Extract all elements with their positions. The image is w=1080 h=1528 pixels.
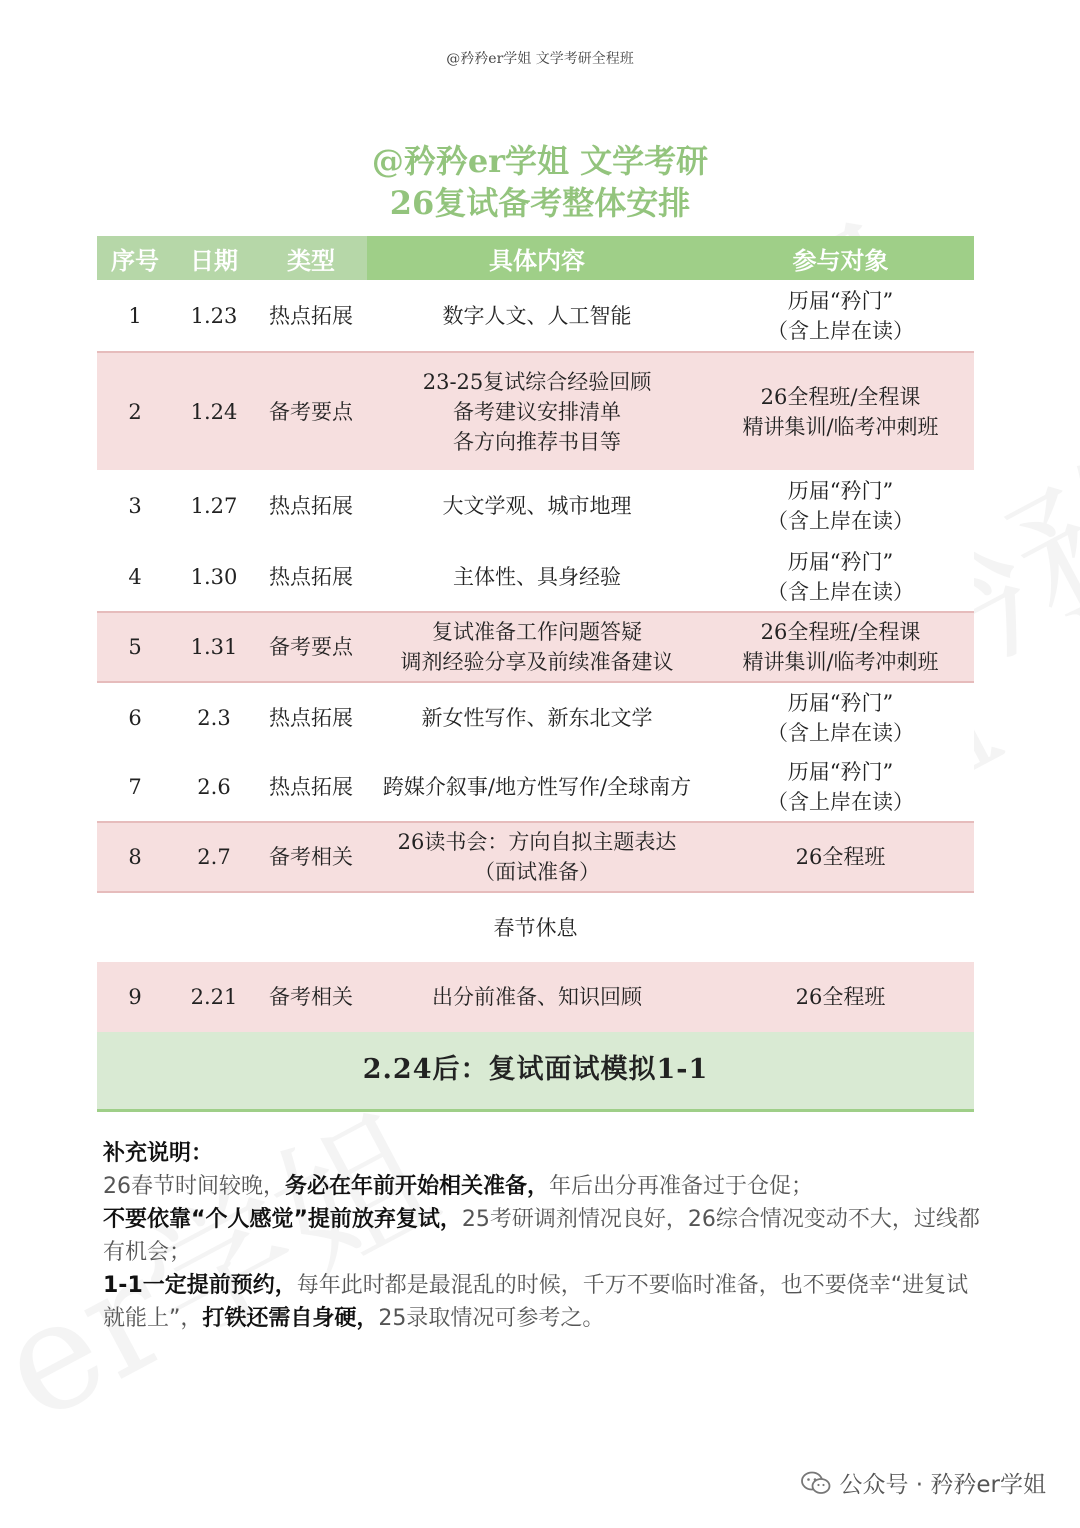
spring-festival-break: 春节休息 bbox=[97, 892, 974, 962]
audience-line: （含上岸在读） bbox=[767, 789, 914, 814]
cell-date: 2.3 bbox=[173, 682, 255, 752]
content-line: 备考建议安排清单 bbox=[453, 399, 621, 424]
cell-audience bbox=[707, 280, 974, 352]
cell-content bbox=[367, 352, 707, 470]
table-row bbox=[97, 612, 974, 682]
content-line: 新女性写作、新东北文学 bbox=[421, 705, 653, 730]
cell-date: 1.27 bbox=[190, 494, 238, 518]
audience-line: （含上岸在读） bbox=[767, 509, 914, 533]
title-line-1: @矜矜er学姐 文学考研 bbox=[371, 142, 709, 180]
audience-line: 历届“矜门” bbox=[787, 759, 894, 784]
audience-line: （含上岸在读） bbox=[767, 318, 914, 343]
cell-type: 备考相关 bbox=[269, 985, 353, 1009]
cell-no: 7 bbox=[128, 774, 142, 799]
note-paragraph-2 bbox=[103, 1203, 983, 1269]
cell-audience bbox=[707, 470, 974, 542]
mock-interview-note: 2.24后：复试面试模拟1-1 bbox=[97, 1032, 974, 1110]
note-text: 每年此时都是最混乱的时候，千万不要临时准备，也不要侥幸“进复试就能上”， bbox=[103, 1273, 969, 1331]
content-line: 主体性、具身经验 bbox=[453, 564, 621, 589]
cell-date: 2.21 bbox=[190, 985, 238, 1009]
audience-line: 精讲集训/临考冲刺班 bbox=[742, 650, 939, 674]
note-paragraph-1 bbox=[103, 1170, 983, 1203]
header-audience: 参与对象 bbox=[707, 236, 974, 280]
note-emphasis: 务必在年前开始相关准备， bbox=[285, 1174, 550, 1199]
content-line: 23-25复试综合经验回顾 bbox=[422, 369, 652, 394]
audience-line: （含上岸在读） bbox=[767, 720, 914, 745]
cell-content bbox=[367, 470, 707, 542]
audience-line: 26全程班/全程课 bbox=[760, 620, 921, 644]
header-date: 日期 bbox=[173, 236, 255, 280]
page-caption: @矜矜er学姐 文学考研全程班 bbox=[446, 51, 634, 67]
cell-audience bbox=[707, 822, 974, 892]
content-line: 复试准备工作问题答疑 bbox=[432, 620, 642, 644]
cell-type: 备考相关 bbox=[255, 822, 367, 892]
cell-date: 1.30 bbox=[190, 564, 238, 589]
cell-content bbox=[367, 962, 707, 1032]
content-line: 数字人文、人工智能 bbox=[442, 303, 632, 328]
note-text: 年后出分再准备过于仓促； bbox=[549, 1174, 814, 1199]
audience-line: （含上岸在读） bbox=[767, 579, 914, 604]
cell-content bbox=[367, 682, 707, 752]
cell-date: 1.23 bbox=[190, 303, 238, 328]
cell-audience bbox=[707, 682, 974, 752]
audience-line: 历届“矜门” bbox=[787, 690, 894, 715]
header-content: 具体内容 bbox=[367, 236, 707, 280]
cell-date: 1.31 bbox=[173, 612, 255, 682]
cell-content bbox=[367, 612, 707, 682]
header-no: 序号 bbox=[97, 236, 173, 280]
cell-type: 热点拓展 bbox=[255, 682, 367, 752]
audience-line: 26全程班/全程课 bbox=[760, 384, 921, 409]
cell-no: 5 bbox=[97, 612, 173, 682]
cell-no: 2 bbox=[97, 352, 173, 470]
cell-type: 热点拓展 bbox=[269, 494, 353, 518]
table-row bbox=[97, 682, 974, 752]
content-line: 出分前准备、知识回顾 bbox=[432, 985, 642, 1009]
notes-title: 补充说明： bbox=[103, 1141, 214, 1166]
cell-type: 备考要点 bbox=[255, 612, 367, 682]
cell-type: 备考要点 bbox=[255, 352, 367, 470]
audience-line: 历届“矜门” bbox=[787, 288, 894, 313]
title-line-2: 26复试备考整体安排 bbox=[389, 184, 691, 222]
cell-no: 4 bbox=[128, 564, 142, 589]
cell-no: 1 bbox=[128, 303, 142, 328]
table-header-row bbox=[97, 236, 974, 280]
note-text: 25录取情况可参考之。 bbox=[378, 1306, 605, 1331]
table-row bbox=[97, 352, 974, 470]
audience-line: 26全程班 bbox=[795, 985, 886, 1009]
audience-line: 历届“矜门” bbox=[787, 549, 894, 574]
footer-account bbox=[801, 1466, 1046, 1499]
cell-no: 9 bbox=[128, 985, 142, 1009]
note-paragraph-3 bbox=[103, 1269, 983, 1335]
content-line: 26读书会：方向自拟主题表达 bbox=[397, 830, 677, 854]
cell-content bbox=[367, 280, 707, 352]
cell-no: 3 bbox=[128, 494, 142, 518]
cell-content bbox=[367, 752, 707, 822]
note-text: 26春节时间较晚， bbox=[103, 1174, 285, 1199]
cell-date: 1.24 bbox=[173, 352, 255, 470]
cell-audience bbox=[707, 352, 974, 470]
table-row bbox=[97, 752, 974, 822]
table-row bbox=[97, 280, 974, 352]
cell-content bbox=[367, 542, 707, 612]
cell-date: 2.6 bbox=[197, 774, 231, 799]
content-line: 调剂经验分享及前续准备建议 bbox=[400, 650, 674, 674]
footer-text: 公众号 · 矜矜er学姐 bbox=[839, 1472, 1046, 1498]
cell-audience bbox=[707, 962, 974, 1032]
cell-audience bbox=[707, 752, 974, 822]
audience-line: 26全程班 bbox=[795, 845, 886, 869]
audience-line: 精讲集训/临考冲刺班 bbox=[742, 414, 939, 439]
table-row-final bbox=[97, 1032, 974, 1110]
note-text: 25考研调剂情况良好，26综合情况变动不大，过线都有机会； bbox=[103, 1207, 980, 1265]
cell-no: 6 bbox=[97, 682, 173, 752]
cell-audience bbox=[707, 542, 974, 612]
table-row bbox=[97, 962, 974, 1032]
content-line: （面试准备） bbox=[474, 860, 600, 884]
cell-type: 热点拓展 bbox=[269, 303, 353, 328]
content-line: 大文学观、城市地理 bbox=[442, 494, 632, 518]
content-line: 跨媒介叙事/地方性写作/全球南方 bbox=[382, 774, 692, 799]
note-emphasis: 1-1一定提前预约， bbox=[103, 1273, 297, 1298]
table-row-break bbox=[97, 892, 974, 962]
cell-content bbox=[367, 822, 707, 892]
wechat-icon bbox=[801, 1471, 831, 1495]
supplementary-notes bbox=[103, 1137, 983, 1335]
schedule-table bbox=[97, 236, 974, 1112]
table-row bbox=[97, 542, 974, 612]
cell-audience bbox=[707, 612, 974, 682]
content-line: 各方向推荐书目等 bbox=[453, 429, 621, 454]
note-emphasis: 不要依靠“个人感觉”提前放弃复试， bbox=[103, 1207, 462, 1232]
cell-date: 2.7 bbox=[173, 822, 255, 892]
audience-line: 历届“矜门” bbox=[787, 479, 894, 503]
table-row bbox=[97, 822, 974, 892]
note-emphasis: 打铁还需自身硬， bbox=[202, 1306, 379, 1331]
cell-type: 热点拓展 bbox=[269, 774, 353, 799]
page-title bbox=[0, 140, 1080, 224]
cell-type: 热点拓展 bbox=[269, 564, 353, 589]
header-type: 类型 bbox=[255, 236, 367, 280]
table-row bbox=[97, 470, 974, 542]
cell-no: 8 bbox=[97, 822, 173, 892]
